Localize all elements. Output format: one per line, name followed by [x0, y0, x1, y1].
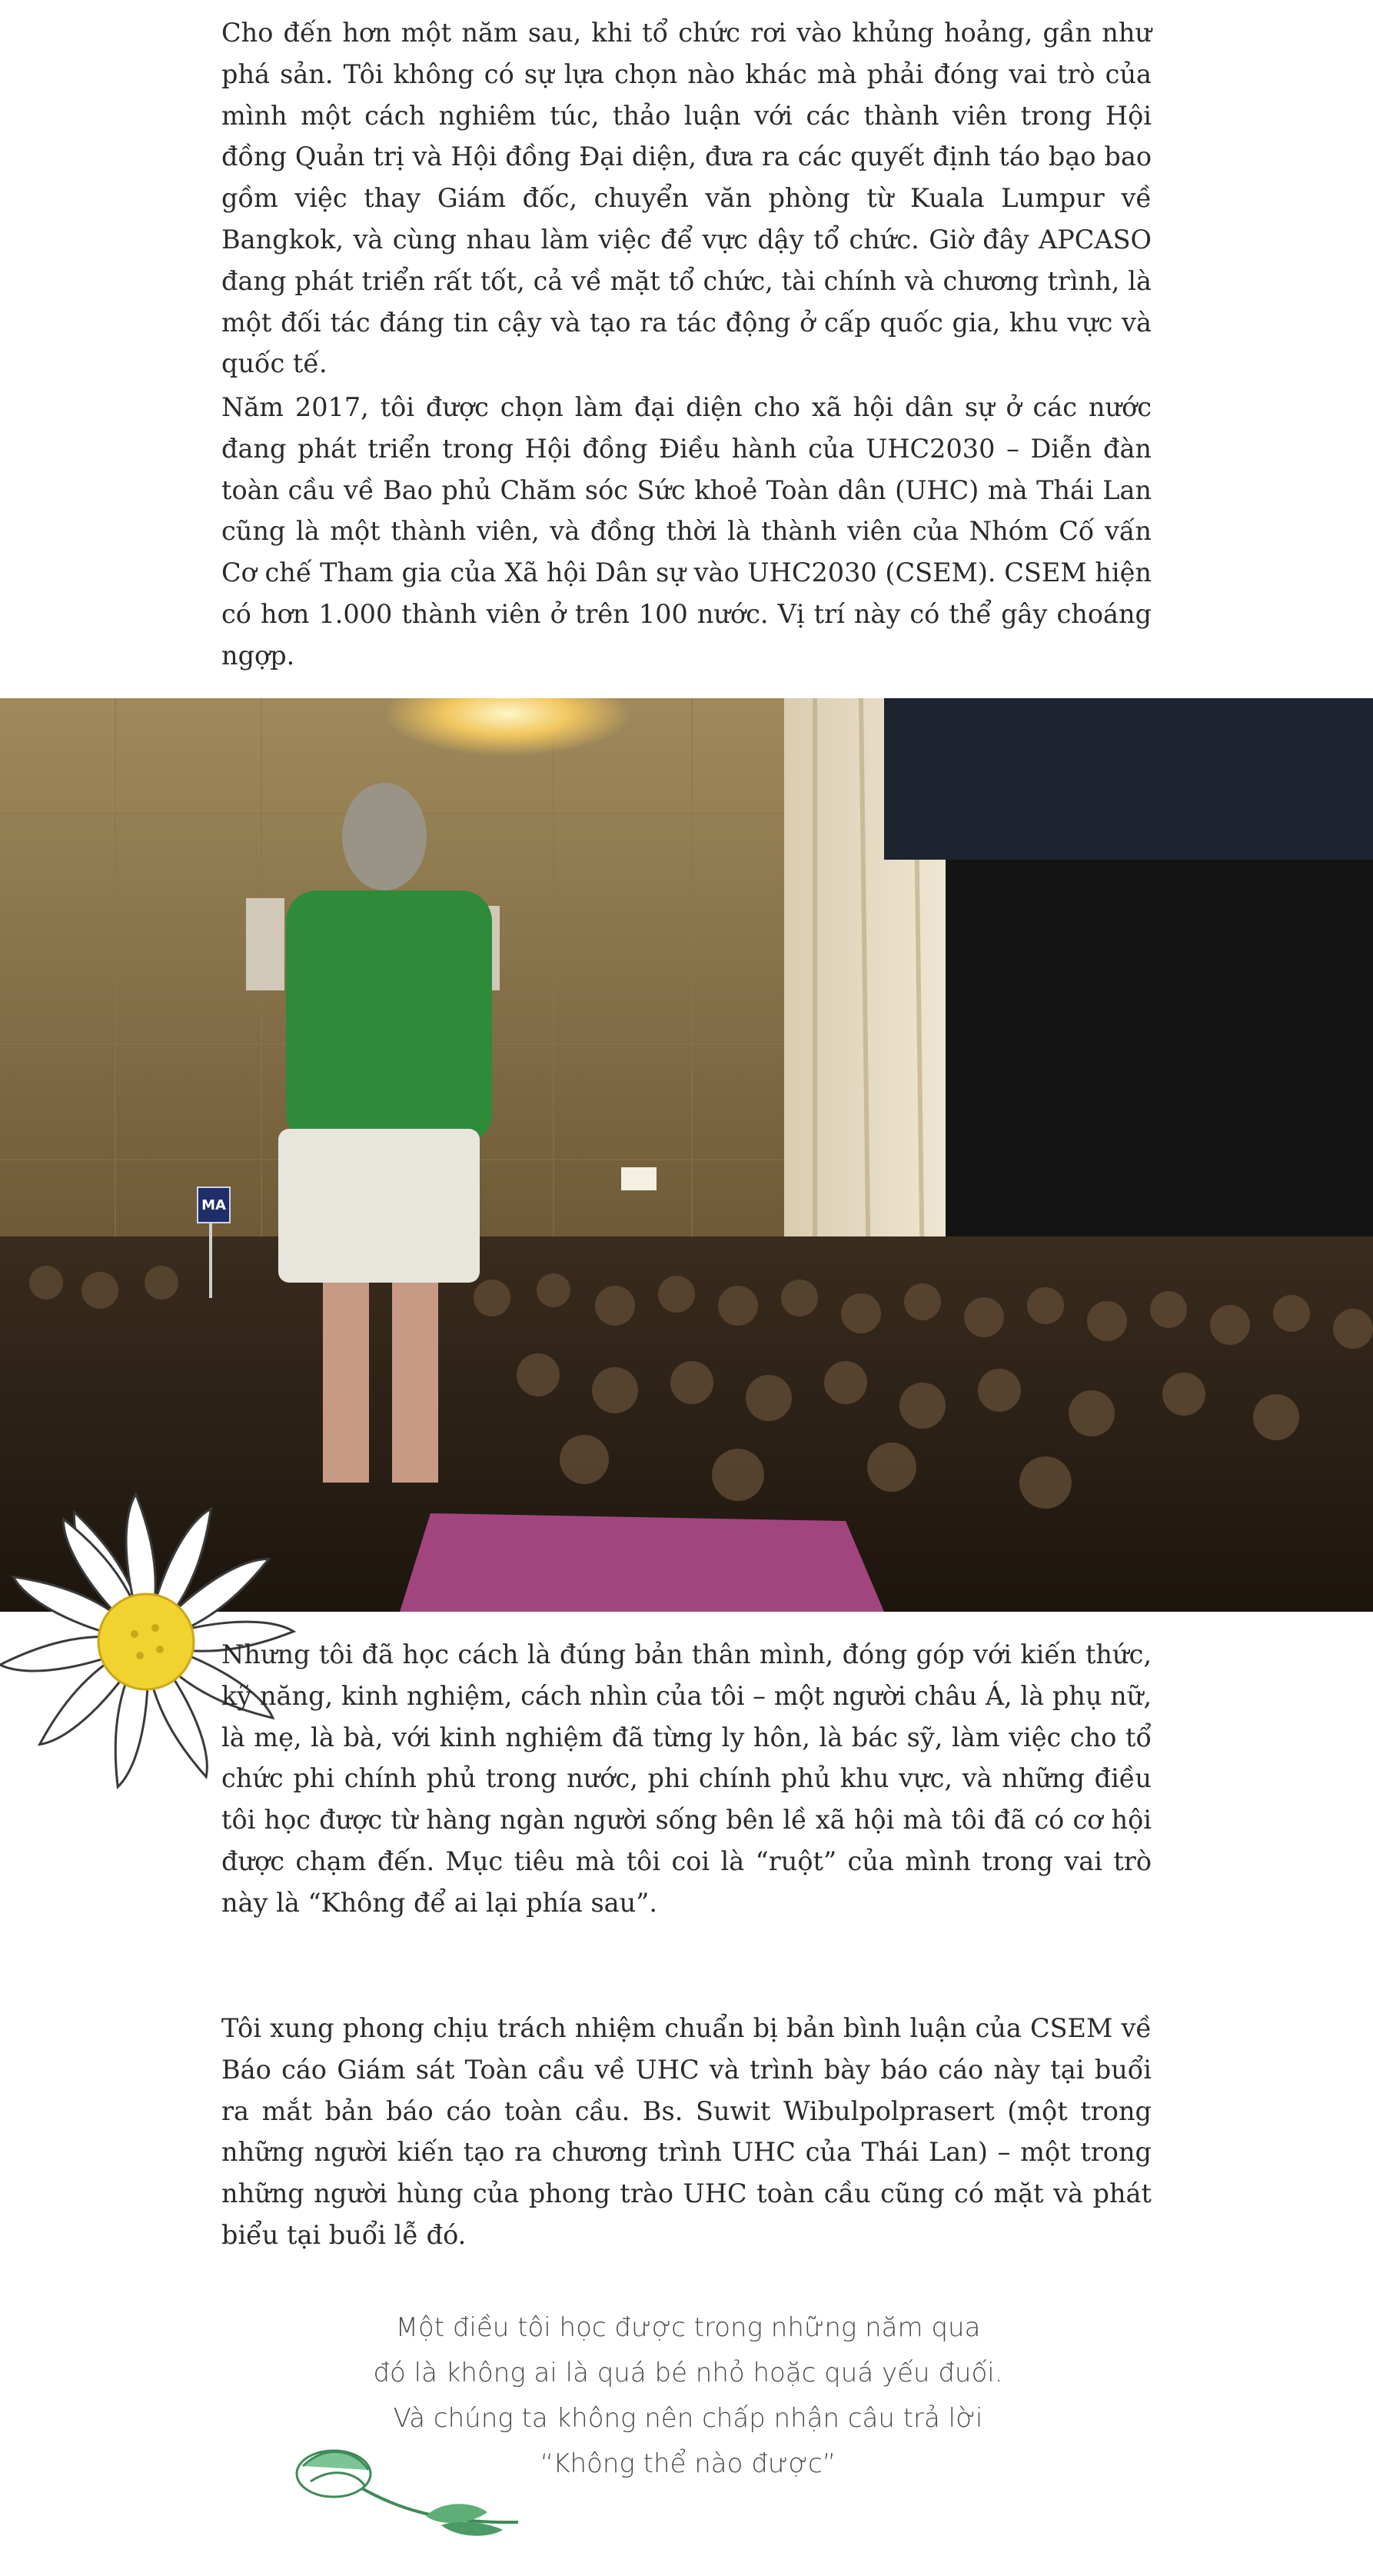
- body-paragraph-3: Nhưng tôi đã học cách là đúng bản thân mình, đóng góp với kiến thức, kỹ năng, kinh nghiệm, cách nhìn của tôi – một người châu Á, là phụ nữ, là mẹ, là bà, với kinh nghiệm đã từng ly hôn, là bác sỹ, làm việc cho tổ chức phi chính phủ trong nước, phi chính phủ khu vực, và những điều tôi học được từ hàng ngàn người sống bên lề xã hội mà tôi đã có cơ hội được chạm đến. Mục tiêu mà tôi coi là “ruột” của mình trong vai trò này là “Không để ai lại phía sau”.: [221, 1639, 1152, 1918]
- body-paragraph-2: Năm 2017, tôi được chọn làm đại diện cho xã hội dân sự ở các nước đang phát triển trong Hội đồng Điều hành của UHC2030 – Diễn đàn toàn cầu về Bao phủ Chăm sóc Sức khoẻ Toàn dân (UHC) mà Thái Lan cũng là một thành viên, và đồng thời là thành viên của Nhóm Cố vấn Cơ chế Tham gia của Xã hội Dân sự vào UHC2030 (CSEM). CSEM hiện có hơn 1.000 thành viên ở trên 100 nước. Vị trí này có thể gây choáng ngợp.: [221, 392, 1152, 671]
- speaker-jacket: [286, 890, 492, 1144]
- quote-line-1: Một điều tôi học được trong những năm qua: [395, 2312, 981, 2343]
- body-paragraph-4: Tôi xung phong chịu trách nhiệm chuẩn bị bản bình luận của CSEM về Báo cáo Giám sát Toàn cầu về UHC và trình bày báo cáo này tại buổi ra mắt bản báo cáo toàn cầu. Bs. Suwit Wibulpolprasert (một trong những người kiến tạo ra chương trình UHC của Thái Lan) – một trong những người hùng của phong trào UHC toàn cầu cũng có mặt và phát biểu tại buổi lễ đó.: [221, 2013, 1152, 2250]
- quote-line-3: Và chúng ta không nên chấp nhận câu trả lời: [393, 2403, 983, 2434]
- quote-line-2: đó là không ai là quá bé nhỏ hoặc quá yếu đuối.: [373, 2358, 1003, 2388]
- green-flower-sprig-illustration: [288, 2439, 526, 2547]
- speaker-skirt: [278, 1129, 480, 1283]
- stage: [400, 1513, 884, 1612]
- body-paragraph-1: Cho đến hơn một năm sau, khi tổ chức rơi vào khủng hoảng, gần như phá sản. Tôi không có sự lựa chọn nào khác mà phải đóng vai trò của mình một cách nghiêm túc, thảo luận với các thành viên trong Hội đồng Quản trị và Hội đồng Đại diện, đưa ra các quyết định táo bạo bao gồm việc thay Giám đốc, chuyển văn phòng từ Kuala Lumpur về Bangkok, và cùng nhau làm việc để vực dậy tổ chức. Giờ đây APCASO đang phát triển rất tốt, cả về mặt tổ chức, tài chính và chương trình, là một đối tác đáng tin cậy và tạo ra tác động ở cấp quốc gia, khu vực và quốc tế.: [221, 18, 1152, 379]
- country-flag-label: MA: [197, 1186, 231, 1223]
- quote-line-4: “Không thể nào được”: [540, 2448, 836, 2479]
